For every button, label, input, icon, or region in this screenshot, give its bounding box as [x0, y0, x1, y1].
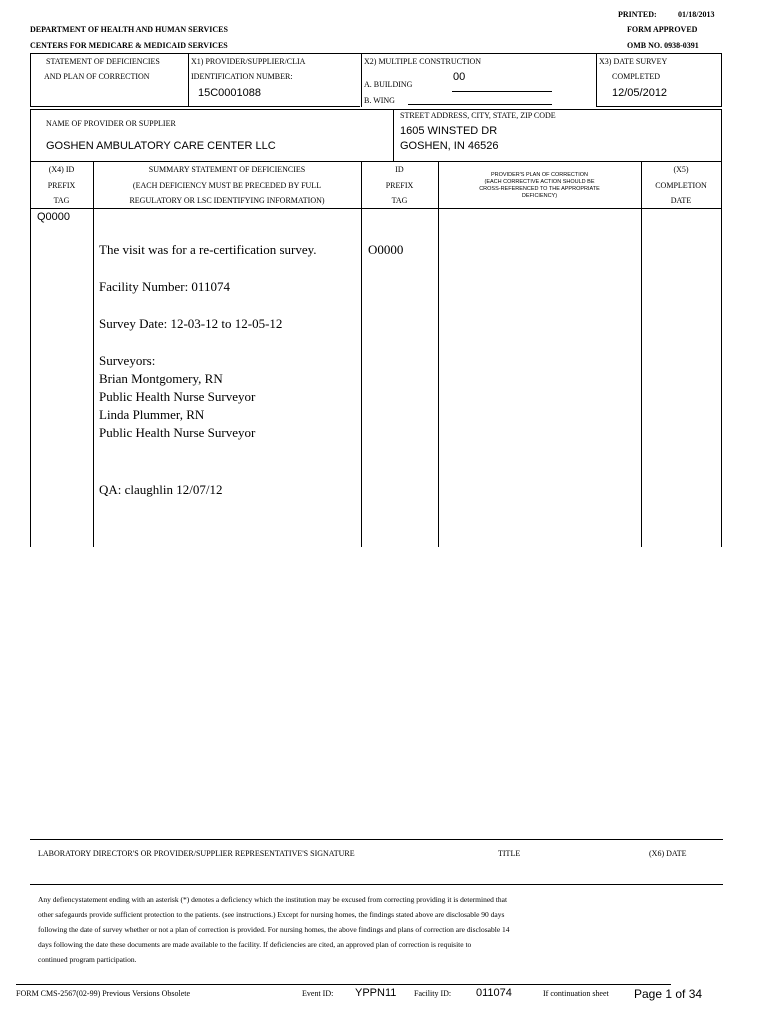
x3-label-1: X3) DATE SURVEY [599, 57, 668, 66]
department-title: DEPARTMENT OF HEALTH AND HUMAN SERVICES [30, 25, 228, 34]
deficiency-line-8: Public Health Nurse Surveyor [99, 425, 256, 440]
provider-name-label: NAME OF PROVIDER OR SUPPLIER [46, 119, 176, 128]
continuation-label: If continuation sheet [543, 989, 609, 998]
building-label: A. BUILDING [364, 80, 413, 89]
id-header-3: TAG [391, 196, 408, 205]
x1-label-1: X1) PROVIDER/SUPPLIER/CLIA [191, 57, 306, 66]
title-label: TITLE [498, 849, 521, 858]
deficiency-line-5: Brian Montgomery, RN [99, 371, 223, 386]
deficiency-line-4: Surveyors: [99, 353, 156, 368]
facility-id-label: Facility ID: [414, 989, 452, 998]
summary-header-2: (EACH DEFICIENCY MUST BE PRECEDED BY FULL [132, 181, 322, 190]
printed-label: PRINTED: [618, 10, 657, 19]
x6-date-label: (X6) DATE [649, 849, 687, 858]
id-header-2: PREFIX [385, 181, 414, 190]
disclaimer-line-1: Any defiencystatement ending with an asterisk (*) denotes a deficiency which the institution may be excused from correcting providing it is determined that [38, 895, 508, 904]
plan-header-1: PROVIDER'S PLAN OF CORRECTION [490, 172, 588, 178]
disclaimer-text [38, 892, 718, 967]
event-id-value: YPPN11 [355, 987, 397, 999]
x4-header-1: (X4) ID [48, 165, 75, 174]
deficiency-line-9: QA: claughlin 12/07/12 [99, 482, 223, 497]
omb-number: OMB NO. 0938-0391 [627, 41, 699, 50]
x5-header-2: COMPLETION [655, 181, 707, 190]
printed-date: 01/18/2013 [678, 10, 715, 19]
address-line-2: GOSHEN, IN 46526 [400, 140, 499, 152]
provider-name-value: GOSHEN AMBULATORY CARE CENTER LLC [46, 140, 276, 152]
x5-header-1: (X5) [673, 165, 689, 174]
x3-label-2: COMPLETED [612, 72, 660, 81]
disclaimer-line-3: following the date of survey whether or not a plan of correction is provided. For nursing homes, the above findings and plans of correction are disclosable 14 [38, 925, 510, 934]
x1-label-2: IDENTIFICATION NUMBER: [191, 72, 293, 81]
deficiency-line-2: Facility Number: 011074 [99, 279, 230, 294]
deficiency-line-6: Public Health Nurse Surveyor [99, 389, 256, 404]
deficiency-line-7: Linda Plummer, RN [99, 407, 205, 422]
plan-header-3: CROSS-REFERENCED TO THE APPROPRIATE [479, 186, 600, 192]
address-label: STREET ADDRESS, CITY, STATE, ZIP CODE [400, 111, 556, 120]
plan-header-2: (EACH CORRECTIVE ACTION SHOULD BE [484, 179, 595, 185]
statement-label-1: STATEMENT OF DEFICIENCIES [46, 57, 160, 66]
provider-id-value: 15C0001088 [198, 87, 262, 99]
deficiency-line-3: Survey Date: 12-03-12 to 12-05-12 [99, 316, 283, 331]
event-id-label: Event ID: [302, 989, 334, 998]
wing-label: B. WING [364, 96, 395, 105]
id-header-1: ID [395, 165, 404, 174]
page-number: Page 1 of 34 [634, 987, 703, 1001]
plan-header-4: DEFICIENCY) [521, 193, 558, 199]
form-approved: FORM APPROVED [627, 25, 698, 34]
summary-header-1: SUMMARY STATEMENT OF DEFICIENCIES [148, 165, 306, 174]
prefix-tag: Q0000 [37, 211, 71, 223]
x2-label: X2) MULTIPLE CONSTRUCTION [364, 57, 482, 66]
disclaimer-line-4: days following the date these documents are made available to the facility. If deficiencies are cited, an approved plan of correction is requisite to [38, 940, 472, 949]
disclaimer-line-2: other safegaurds provide sufficient protection to the patients. (see instructions.) Except for nursing homes, the findings stated above are disclosable 90 days [38, 910, 505, 919]
building-value: 00 [453, 71, 466, 83]
facility-id-value: 011074 [476, 987, 512, 999]
director-signature-label: LABORATORY DIRECTOR'S OR PROVIDER/SUPPLIER REPRESENTATIVE'S SIGNATURE [38, 849, 355, 858]
disclaimer-line-5: continued program participation. [38, 955, 137, 964]
form-number: FORM CMS-2567(02-99) Previous Versions Obsolete [16, 989, 191, 998]
x5-header-3: DATE [670, 196, 692, 205]
statement-label-2: AND PLAN OF CORRECTION [44, 72, 150, 81]
centers-title: CENTERS FOR MEDICARE & MEDICAID SERVICES [30, 41, 228, 50]
x4-header-2: PREFIX [47, 181, 76, 190]
survey-date-value: 12/05/2012 [612, 87, 668, 99]
address-line-1: 1605 WINSTED DR [400, 125, 498, 137]
deficiency-line-1: The visit was for a re-certification survey. [99, 242, 317, 257]
id-prefix-tag: O0000 [368, 242, 404, 257]
summary-header-3: REGULATORY OR LSC IDENTIFYING INFORMATION) [129, 196, 325, 205]
x4-header-3: TAG [53, 196, 70, 205]
